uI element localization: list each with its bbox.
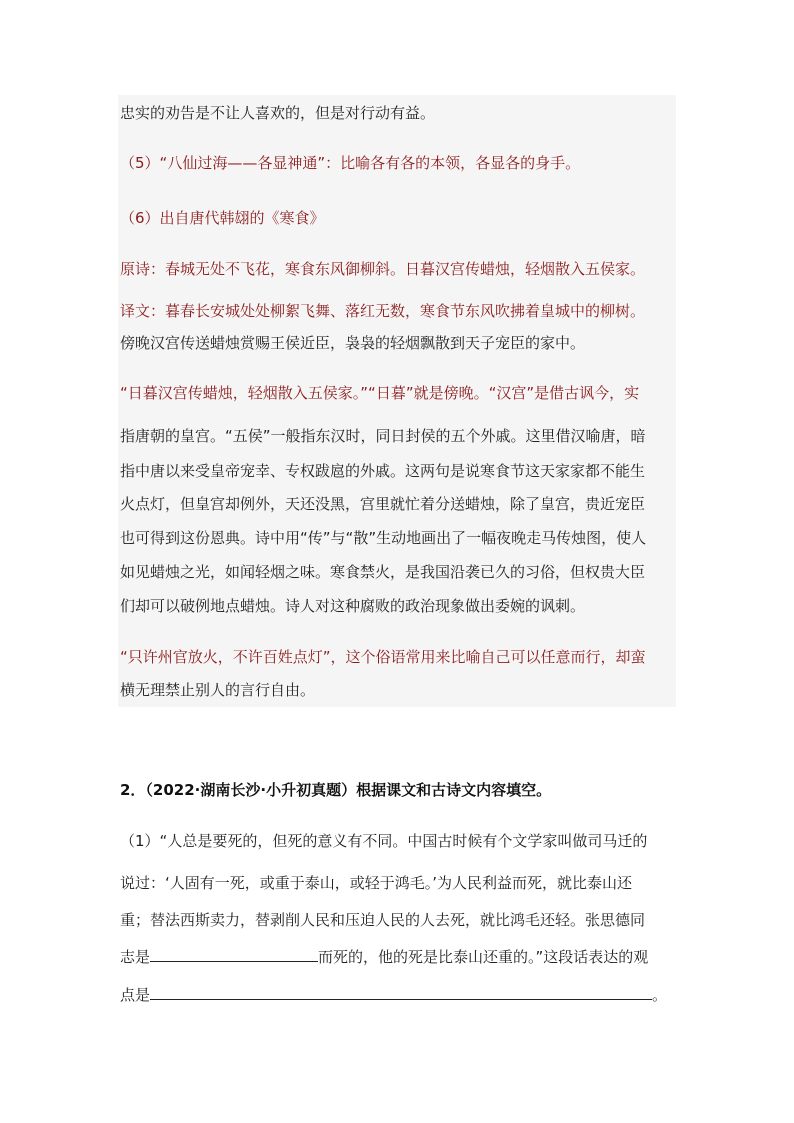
answer-blank-1[interactable] <box>150 945 318 962</box>
answer-blank-2[interactable] <box>150 983 652 1000</box>
question-2-title: 2．（2022·湖南长沙·小升初真题）根据课文和古诗文内容填空。 <box>120 781 552 799</box>
answer-line-10: 火点灯，但皇宫却例外，天还没黑，宫里就忙着分送蜡烛，除了皇宫，贵近宠臣 <box>120 495 646 513</box>
line4-after-text: 而死的，他的死是比泰山还重的。”这段话表达的观 <box>318 948 649 966</box>
answer-line-8: 指唐朝的皇宫。“五侯”一般指东汉时，同日封侯的五个外戚。这里借汉喻唐，暗 <box>120 427 646 445</box>
question-2-line-3: 重；替法西斯卖力，替剥削人民和压迫人民的人去死，就比鸿毛还轻。张思德同 <box>120 911 646 929</box>
answer-line-4: 原诗：春城无处不飞花，寒食东风御柳斜。日暮汉宫传蜡烛，轻烟散入五侯家。 <box>120 260 646 278</box>
answer-line-11: 也可得到这份恩典。诗中用“传”与“散”生动地画出了一幅夜晚走马传烛图，使人 <box>120 529 647 547</box>
line5-before-text: 点是 <box>120 986 151 1004</box>
question-2-line-1: （1）“人总是要死的，但死的意义有不同。中国古时候有个文学家叫做司马迁的 <box>120 832 648 850</box>
answer-line-7: “日暮汉宫传蜡烛，轻烟散入五侯家。”“日暮”就是傍晚。“汉宫”是借古讽今，实 <box>120 384 640 402</box>
answer-line-9: 指中唐以来受皇帝宠幸、专权跋扈的外戚。这两句是说寒食节这天家家都不能生 <box>120 462 646 480</box>
line5-after-text: 。 <box>652 986 668 1004</box>
answer-line-6: 傍晚汉宫传送蜡烛赏赐王侯近臣，袅袅的轻烟飘散到天子宠臣的家中。 <box>120 334 586 352</box>
question-2-line-5 <box>120 983 667 1005</box>
question-2-line-4 <box>120 945 648 967</box>
question-2-line-2: 说过：‘人固有一死，或重于泰山，或轻于鸿毛。’为人民利益而死，就比泰山还 <box>120 874 633 892</box>
answer-line-3: （6）出自唐代韩翃的《寒食》 <box>120 209 325 227</box>
answer-line-2: （5）“八仙过海——各显神通”：比喻各有各的本领，各显各的身手。 <box>120 154 581 172</box>
answer-line-14: “只许州官放火，不许百姓点灯”，这个俗语常用来比喻自己可以任意而行，却蛮 <box>120 648 646 666</box>
answer-line-12: 如见蜡烛之光，如闻轻烟之味。寒食禁火，是我国沿袭已久的习俗，但权贵大臣 <box>120 563 646 581</box>
answer-line-5: 译文：暮春长安城处处柳絮飞舞、落红无数，寒食节东风吹拂着皇城中的柳树。 <box>120 302 646 320</box>
answer-line-15: 横无理禁止别人的言行自由。 <box>120 681 316 699</box>
line4-before-text: 志是 <box>120 948 151 966</box>
answer-line-1: 忠实的劝告是不让人喜欢的，但是对行动有益。 <box>120 104 436 122</box>
answer-line-13: 们却可以破例地点蜡烛。诗人对这种腐败的政治现象做出委婉的讽刺。 <box>120 597 586 615</box>
